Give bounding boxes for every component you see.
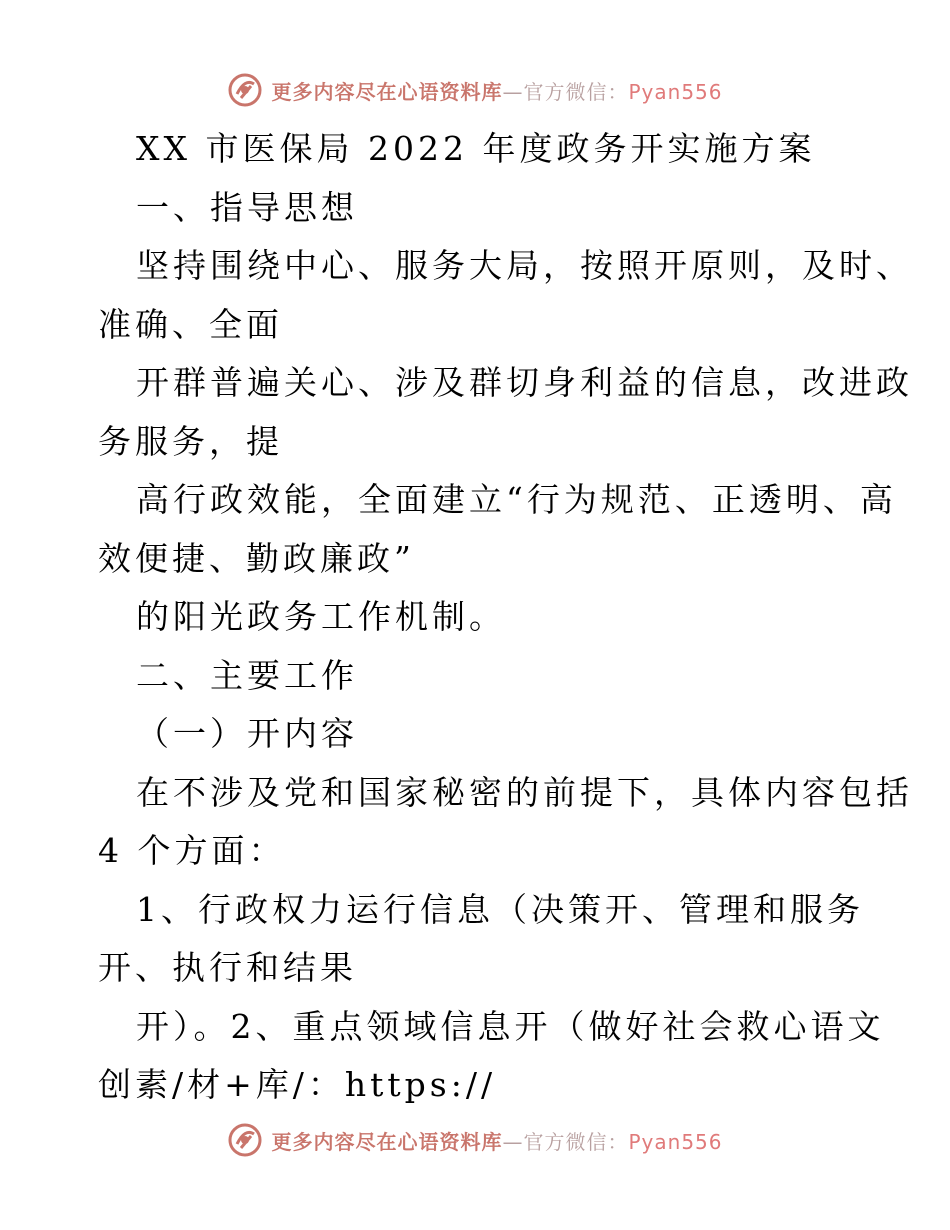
footer-banner <box>0 1120 950 1160</box>
banner-text <box>271 1126 722 1155</box>
list-item-line: 开）。2、重点领域信息开（做好社会救心语文 <box>136 1006 885 1046</box>
paragraph-line: 开群普遍关心、涉及群切身利益的信息，改进政 <box>136 363 913 402</box>
banner-text <box>271 76 722 105</box>
section-heading-1: 一、指导思想 <box>136 187 358 227</box>
banner-site-name: 更多内容尽在心语资料库 <box>271 1129 503 1154</box>
list-item-line: 创素/材+库/：https:// <box>98 1065 497 1104</box>
list-item-line: 1、行政权力运行信息（决策开、管理和服务 <box>136 889 864 929</box>
document-title: XX 市医保局 2022 年度政务开实施方案 <box>136 129 816 168</box>
banner-wechat-id: Pyan556 <box>628 1129 723 1154</box>
paragraph-line: 效便捷、勤政廉政” <box>98 538 415 578</box>
banner-site-name: 更多内容尽在心语资料库 <box>271 79 503 104</box>
list-item-line: 开、执行和结果 <box>98 948 357 987</box>
paragraph-line: 务服务，提 <box>98 421 283 461</box>
banner-wechat-id: Pyan556 <box>628 79 723 104</box>
document-body <box>98 120 913 1115</box>
banner-wechat-label: —官方微信： <box>502 1129 629 1154</box>
seal-logo-icon <box>227 1122 263 1158</box>
paragraph-line: 在不涉及党和国家秘密的前提下，具体内容包括 <box>136 772 913 812</box>
paragraph-line: 4 个方面： <box>98 831 286 870</box>
paragraph-line: 坚持围绕中心、服务大局，按照开原则，及时、 <box>136 246 913 285</box>
header-banner <box>0 70 950 110</box>
subsection-heading: （一）开内容 <box>136 714 358 753</box>
paragraph-line: 准确、全面 <box>98 304 283 344</box>
banner-wechat-label: —官方微信： <box>502 79 629 104</box>
paragraph-line: 的阳光政务工作机制。 <box>136 597 506 636</box>
paragraph-line: 高行政效能，全面建立“行为规范、正透明、高 <box>136 480 897 519</box>
seal-logo-icon <box>227 72 263 108</box>
section-heading-2: 二、主要工作 <box>136 655 358 695</box>
